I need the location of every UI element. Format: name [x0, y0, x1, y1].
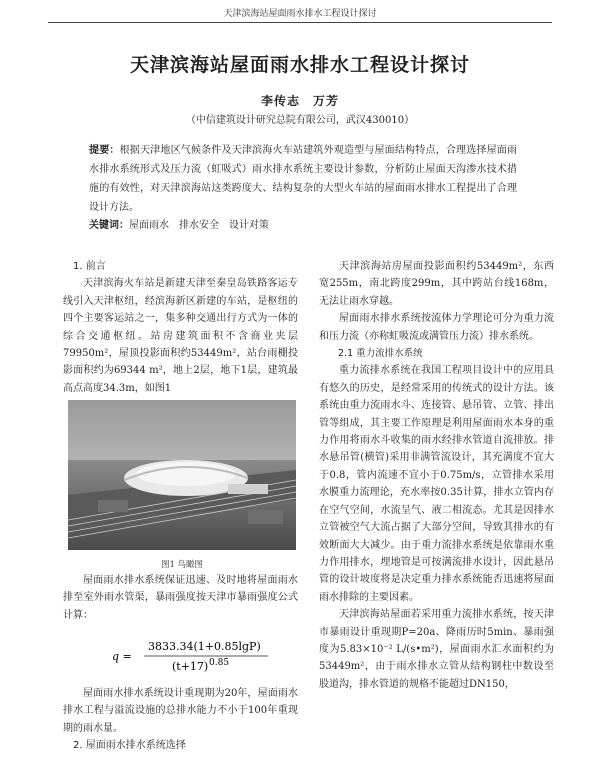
running-header: 天津滨海站屋面雨水排水工程设计探讨: [223, 9, 377, 19]
rain-intensity-paragraph: 屋面雨水排水系统保证迅速、及时地将屋面雨水排至室外雨水管渠，暴雨强度按天津市暴雨强度公式计算：: [63, 575, 298, 621]
affiliation: （中信建筑设计研究总院有限公司，武汉430010）: [185, 115, 415, 126]
intro-paragraph: 天津滨海火车站是新建天津至秦皇岛铁路客运专线引入天津枢纽，经滨海新区新建的车站，是枢纽的四个主要客运站之一，集多种交通出行方式为一体的综合交通枢纽。站房建筑面积不含商业夹层79950m²，屋顶投影面积约53449m²，站台雨棚投影面积约为69344 m²，地上2层，地下1层，建筑最高点高度34.3m，如图1: [63, 278, 298, 394]
left-column-middle: [63, 572, 298, 624]
figure-caption: 图1 鸟瞰图: [160, 560, 204, 570]
paper-title: 天津滨海站屋面雨水排水工程设计探讨: [129, 54, 470, 76]
header-rule: [48, 22, 552, 23]
left-column-top: [63, 258, 298, 397]
abstract: [89, 141, 517, 217]
section-1-heading: 1. 前言: [73, 261, 106, 272]
aerial-view-figure: [68, 400, 296, 550]
formula-lhs: q =: [112, 650, 132, 663]
formula-numerator: 3833.34(1+0.85lgP): [148, 640, 261, 653]
right-column: [319, 258, 554, 693]
rain-intensity-formula: [108, 636, 308, 676]
system-type-paragraph: 屋面雨水排水系统按流体力学理论可分为重力流和压力流（亦称虹吸流或满管压力流）排水系统。: [319, 313, 554, 342]
keywords-text: 屋面雨水 排水安全 设计对策: [129, 220, 269, 231]
abstract-label: 提要：: [89, 145, 120, 156]
design-period-paragraph: 屋面雨水排水系统设计重现期为20年，屋面雨水排水工程与溢流设施的总排水能力不小于100年重现期的雨水量。: [63, 688, 298, 734]
formula-denominator: (t+17): [172, 660, 209, 673]
left-column-bottom: [63, 685, 298, 755]
formula-exponent: 0.85: [209, 658, 230, 668]
section-2-heading: 2. 屋面雨水排水系统选择: [73, 740, 186, 752]
authors: 李传志 万芳: [260, 94, 339, 108]
subsection-2-1-heading: 2.1 重力流排水系统: [338, 348, 423, 360]
gravity-flow-paragraph: 重力流排水系统在我国工程项目设计中的应用具有悠久的历史，是经常采用的传统式的设计方法。该系统由重力流雨水斗、连接管、悬吊管、立管、排出管等组成，其主要工作原理是利用屋面雨水本身的重力作用将雨水斗收集的雨水经排水管道自流排放。排水悬吊管(横管)采用非满管流设计，其充满度不宜大于0.8，管内流速不宜小于0.75m/s，立管排水采用水膜重力流理论，充水率按0.35计算，排水立管内存在空气空间，水流呈气、液二相流态。尤其是因排水立管被空气大流占据了大部分空间，导致其排水的有效断面大大减少。由于重力流排水系统是依靠雨水重力作用排水，埋地管是可按满流排水设计，因此悬吊管的设计坡度将是决定重力排水系统能否迅速将屋面雨水排除的主要因素。: [319, 365, 554, 603]
keywords-label: 关键词：: [89, 220, 129, 231]
binhai-gravity-paragraph: 天津滨海站屋面若采用重力流排水系统，按天津市暴雨设计重现期P=20a、降雨历时5min、暴雨强度为5.83×10⁻² L/(s•m²)，屋面雨水汇水面积约为53449m²，由于雨水排水立管从结构钢柱中数设至股道沟，排水管道的规格不能超过DN150，: [319, 609, 554, 690]
roof-area-paragraph: 天津滨海站房屋面投影面积约53449m²，东西宽255m，南北跨度299m，其中跨站台线168m，无法让雨水穿越。: [319, 261, 554, 307]
abstract-text: 根据天津地区气候条件及天津滨海火车站建筑外观造型与屋面结构特点，合理选择屋面雨水排水系统形式及压力流（虹吸式）雨水排水系统主要设计参数，分析防止屋面天沟渗水技术措施的有效性，对天津滨海站这类跨度大、结构复杂的大型火车站的屋面雨水排水工程提出了合理设计方法。: [89, 145, 518, 213]
keywords: [89, 219, 517, 233]
